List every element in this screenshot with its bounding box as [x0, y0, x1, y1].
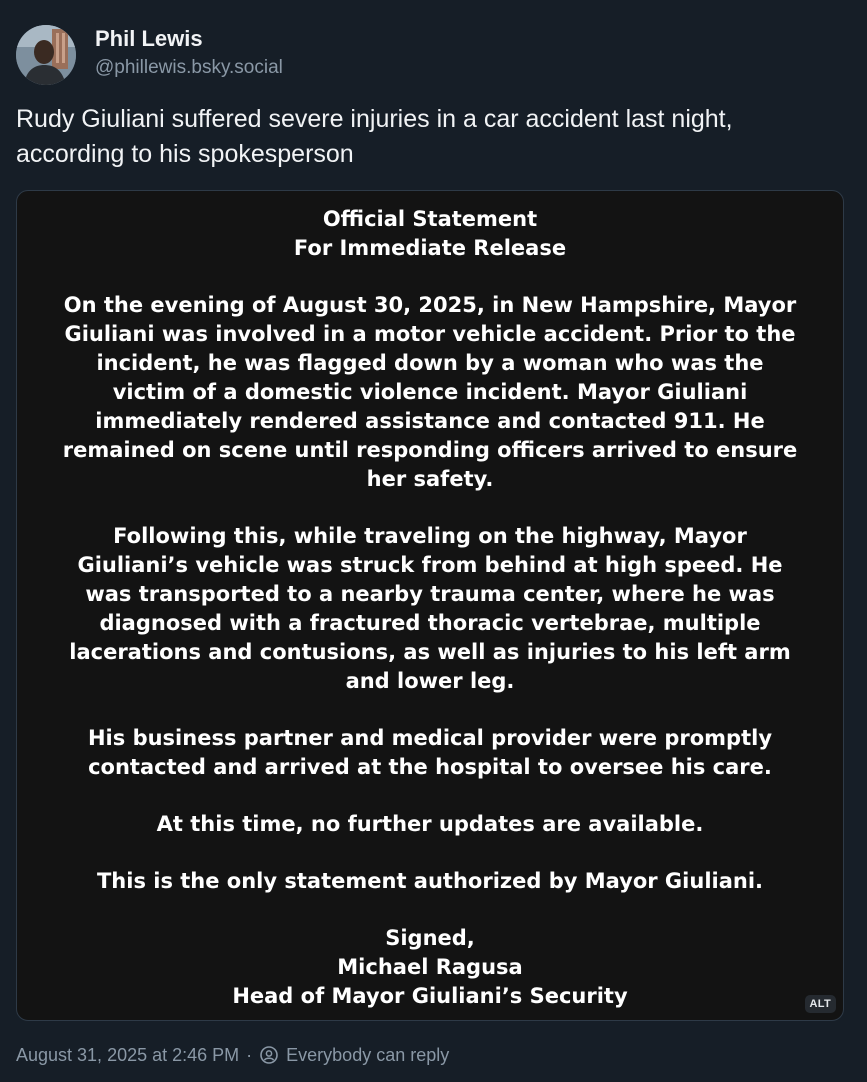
- reply-permissions-icon: [259, 1045, 279, 1065]
- post-text: Rudy Giuliani suffered severe injuries in a car accident last night, according to his spokesperson: [16, 105, 733, 168]
- statement-paragraph-2: Following this, while traveling on the highway, Mayor Giuliani’s vehicle was struck from behind at high speed. He was transported to a nearby trauma center, where he was diagnosed with a fractured thoracic vertebrae, multiple lacerations and contusions, as well as injuries to his left arm and lower leg.: [69, 524, 791, 693]
- alt-text-badge[interactable]: ALT: [805, 995, 836, 1013]
- post-footer: [16, 1042, 449, 1068]
- author-info: [95, 26, 283, 81]
- statement-paragraph-1: On the evening of August 30, 2025, in New Hampshire, Mayor Giuliani was involved in a motor vehicle accident. Prior to the incident, he was flagged down by a woman who was the victim of a domestic violence incident. Mayor Giuliani immediately rendered assistance and contacted 911. He remained on scene until responding officers arrived to ensure her safety.: [62, 293, 798, 491]
- statement-title-line-1: Official Statement: [322, 207, 538, 231]
- statement-title-line-2: For Immediate Release: [293, 236, 567, 260]
- post-image[interactable]: [16, 190, 844, 1021]
- footer-separator: ·: [246, 1044, 253, 1065]
- statement-text: [17, 205, 843, 1011]
- statement-paragraph-4: At this time, no further updates are available.: [156, 812, 704, 836]
- statement-signoff-1: Signed,: [385, 926, 475, 950]
- user-avatar-icon[interactable]: [16, 25, 76, 85]
- author-handle[interactable]: @phillewis.bsky.social: [95, 57, 283, 78]
- reply-setting-label[interactable]: Everybody can reply: [286, 1044, 450, 1065]
- statement-signoff-2: Michael Ragusa: [337, 955, 523, 979]
- statement-signoff-3: Head of Mayor Giuliani’s Security: [232, 984, 628, 1008]
- statement-paragraph-5: This is the only statement authorized by Mayor Giuliani.: [96, 869, 764, 893]
- post-header: [16, 24, 283, 86]
- statement-paragraph-3: His business partner and medical provider were promptly contacted and arrived at the hospital to oversee his care.: [87, 726, 773, 779]
- post-timestamp[interactable]: August 31, 2025 at 2:46 PM: [16, 1044, 240, 1065]
- author-display-name[interactable]: Phil Lewis: [95, 26, 203, 51]
